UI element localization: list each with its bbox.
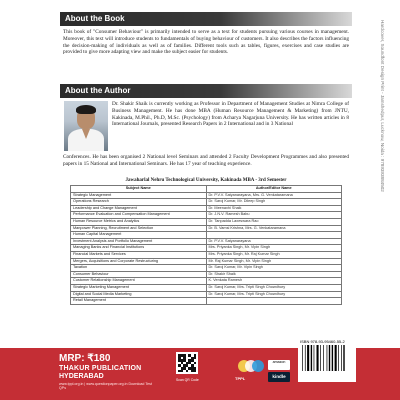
author-name-cell: Dr. J.N.V. Ramesh Babu (206, 212, 342, 219)
kindle-badge: kindle (268, 372, 290, 382)
author-name-cell: Mr. Raj Kumar Singh, Mr. Vipin Singh (206, 258, 342, 265)
subject-name-cell: Operations Research (71, 199, 207, 206)
author-name-cell: Mrs. Priyanka Singh, Mr. Vipin Singh (206, 245, 342, 252)
subject-name-cell: Human Resource Metrics and Analytics (71, 218, 207, 225)
table-row (71, 251, 342, 258)
table-row (71, 225, 342, 232)
subject-name-cell: Financial Markets and Services (71, 251, 207, 258)
author-name-cell: Mrs. Priyanka Singh, Mr. Raj Kumar Singh (206, 251, 342, 258)
table-row (71, 205, 342, 212)
subject-name-cell: Digital and Social Media Marketing (71, 291, 207, 298)
table-row (71, 291, 342, 298)
table-row (71, 298, 342, 305)
author-name-cell: Dr. P.V.V. Satyanarayana (206, 238, 342, 245)
subject-name-cell: Retail Management (71, 298, 207, 305)
author-name-cell: Dr. Saroj Kumar, Mrs. Tripti Singh Chowdhury (206, 284, 342, 291)
table-row (71, 278, 342, 285)
spine-print-info: Hardcover, Soundfont Design Print - Jamshedpur, Lucknow, Noida : 9789393884502 (380, 20, 385, 192)
publisher-contact: www.tppl.org.in | www.questionpaper.org.in Download Test QPs (59, 382, 152, 391)
subject-table-title: Jawaharlal Nehru Technological University, Kakinada MBA - 3rd Semester (125, 178, 287, 183)
table-row (71, 271, 342, 278)
isbn-number: ISBN 978-93-95460-55-2 (300, 339, 345, 344)
about-author-text-continued: Conferences. He has been organised 2 National level Seminars and attended 2 Faculty Development Programmes and also presented papers in 15 National and International Seminars. He has 17 year of teaching experience. (63, 154, 349, 167)
mrp-price: MRP: ₹180 (59, 353, 111, 364)
publisher-name: THAKUR PUBLICATION (59, 365, 142, 372)
qr-label: Scan QR Code (176, 378, 199, 382)
about-book-heading: About the Book (60, 12, 352, 26)
subject-name-cell: Managing Banks and Financial Institutions (71, 245, 207, 252)
subject-name-cell: Customer Relationship Management (71, 278, 207, 285)
author-name-cell: Dr. Shakir Shaik (206, 271, 342, 278)
tppl-logo-icon (236, 358, 266, 374)
subject-name-cell: Investment Analysis and Portfolio Management (71, 238, 207, 245)
table-row (71, 238, 342, 245)
table-header-subject: Subject Name (71, 186, 207, 193)
publisher-city: HYDERABAD (59, 373, 104, 380)
table-row (71, 258, 342, 265)
table-row (71, 212, 342, 219)
subject-name-cell: Human Capital Management (71, 232, 207, 239)
subject-name-cell: Consumer Behaviour (71, 271, 207, 278)
author-photo (64, 101, 108, 151)
table-row (71, 245, 342, 252)
subject-name-cell: Performance Evaluation and Compensation Management (71, 212, 207, 219)
tppl-label: TPPL (235, 376, 246, 381)
subject-name-cell: Mergers, Acquisitions and Corporate Restructuring (71, 258, 207, 265)
about-author-heading: About the Author (60, 84, 352, 98)
author-name-cell: Dr. Meenaxhi Shaik (206, 205, 342, 212)
amazon-badge: amazon (268, 360, 290, 370)
subject-table (70, 185, 342, 305)
author-name-cell: Dr. Saroj Kumar, Mr. Dileep Singh (206, 199, 342, 206)
author-name-cell (206, 232, 342, 239)
qr-code-icon (176, 352, 198, 374)
author-name-cell (206, 298, 342, 305)
table-row (71, 284, 342, 291)
barcode-icon (301, 345, 351, 375)
subject-name-cell: Strategic Marketing Management (71, 284, 207, 291)
author-name-cell: Dr. Saroj Kumar, Mr. Vipin Singh (206, 265, 342, 272)
author-name-cell: K. Venkata Ramesh (206, 278, 342, 285)
subject-name-cell: Strategic Management (71, 192, 207, 199)
subject-name-cell: Leadership and Change Management (71, 205, 207, 212)
table-header-author: Author/Editor Name (206, 186, 342, 193)
subject-name-cell: Manpower Planning, Recruitment and Selection (71, 225, 207, 232)
table-row (71, 199, 342, 206)
table-row (71, 232, 342, 239)
table-row (71, 265, 342, 272)
about-author-text: Dr. Shakir Shaik is currently working as Professor in Department of Management Studies at Nimra College of Business Management. He has done MBA (Human Resource Management & Marketing) from JNTU, Kakinada, M.Phil., Ph.D, M.Sc. (Psychology) from Acharya Nagarjuna University. He has written articles in 8 International Journals, presented Research Papers in 2 International and in 3 National (112, 101, 349, 128)
subject-name-cell: Taxation (71, 265, 207, 272)
author-name-cell: Dr. P.V.V. Satyanarayana, Mrs. G. Venkataramana (206, 192, 342, 199)
author-name-cell: Dr. Tanpadda Laxeswara Rao (206, 218, 342, 225)
table-row (71, 218, 342, 225)
author-name-cell: Dr. B. Vamsi Krishna, Mrs. G. Venkataramana (206, 225, 342, 232)
about-book-text: This book of "Consumer Behaviour" is primarily intended to serve as a text for students pursuing various courses in management. Moreover, this text will introduce students to fundamentals of buying behaviour of customers. It also describes the factors influencing the decision-making of individuals as well as of families. Different tools such as tables, figures, exercises and case studies are provided to give more adapting view and make the subject easier for students. (63, 29, 349, 56)
table-row (71, 192, 342, 199)
author-name-cell: Dr. Saroj Kumar, Mrs. Tripti Singh Chowdhury (206, 291, 342, 298)
